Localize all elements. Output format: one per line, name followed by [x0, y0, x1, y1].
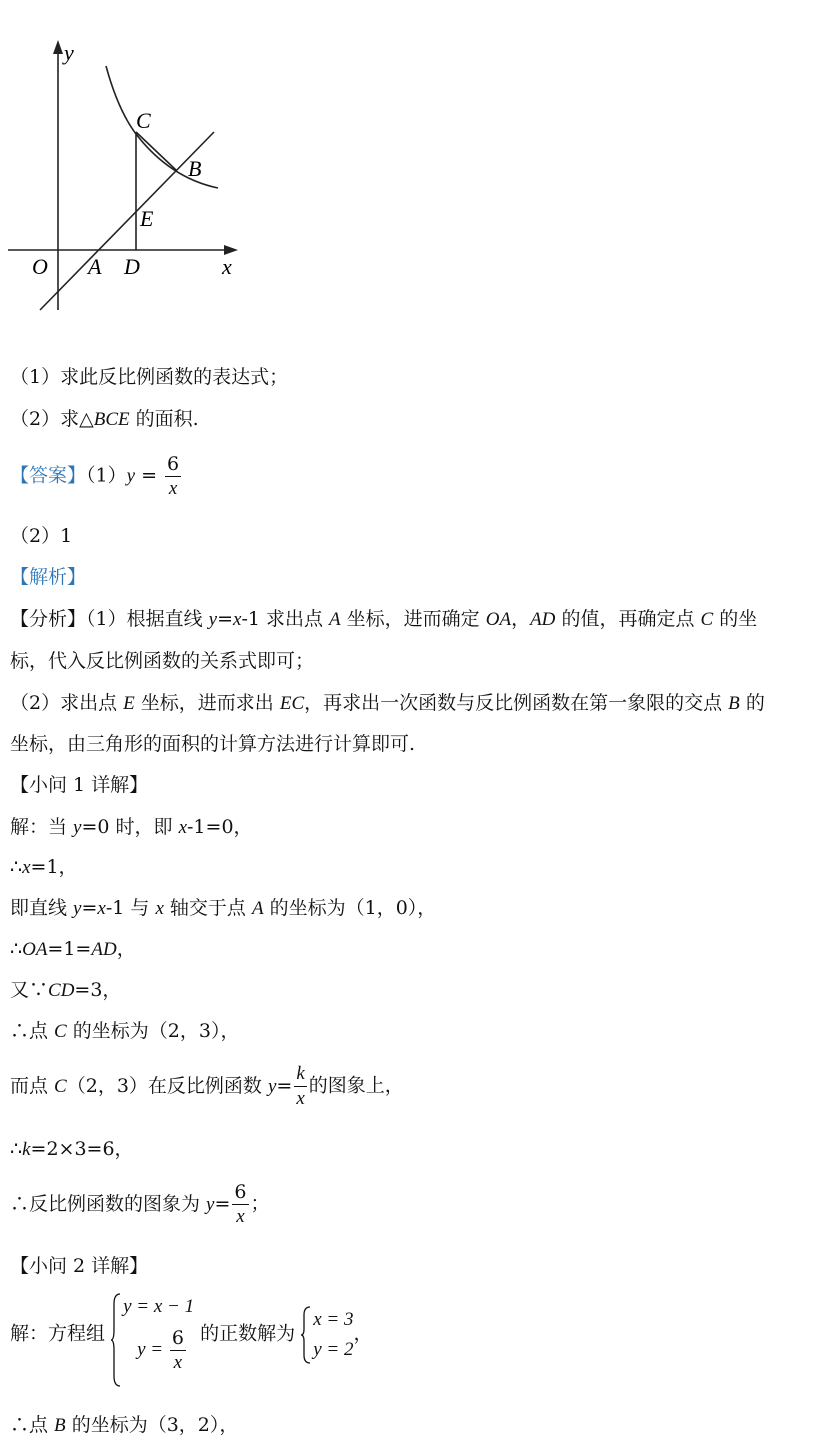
- s2-post: ，: [353, 1322, 373, 1345]
- left-brace-icon: [301, 1305, 311, 1365]
- text-run: 轴交于点: [163, 897, 252, 919]
- s1-line-7-pre: [10, 1075, 292, 1097]
- math-variable: A: [251, 898, 264, 919]
- math-variable: C: [700, 609, 714, 630]
- label-b: B: [188, 156, 202, 181]
- s1-line-1: [10, 814, 253, 841]
- s2-pre: 解：方程组: [10, 1322, 106, 1345]
- answer-1-eq: =: [135, 464, 164, 487]
- text-run: =2×3=6，: [30, 1138, 134, 1160]
- math-variable: y: [267, 1075, 277, 1097]
- fenxi-line-4: 坐标，由三角形的面积的计算方法进行计算即可.: [10, 733, 416, 755]
- s1-line-9: [10, 1180, 270, 1229]
- equation-system: [111, 1292, 194, 1377]
- s1-line-7: [10, 1062, 404, 1111]
- math-variable: OA: [485, 609, 512, 630]
- text-run: ，再求出一次函数与反比例函数在第一象限的交点: [304, 692, 729, 714]
- answer-tag: 【答案】: [10, 464, 87, 487]
- label-e: E: [140, 206, 154, 231]
- math-variable: AD: [530, 609, 556, 630]
- s1-line-8: [10, 1136, 134, 1163]
- label-a: A: [88, 254, 102, 279]
- k-over-x-fraction: [294, 1062, 306, 1111]
- answer-1-fraction: [165, 452, 181, 501]
- text-run: ∴点: [10, 1020, 55, 1042]
- text-run: =: [217, 608, 233, 630]
- answer-1-num: 6: [167, 453, 180, 475]
- text-run: =1，: [30, 856, 78, 878]
- solution-x: x = 3: [313, 1308, 354, 1330]
- text-run: -1=0，: [187, 816, 253, 838]
- text-run: =0 时，即: [81, 816, 179, 838]
- text-run: 的值，再确定点: [555, 608, 701, 630]
- text-run: 坐标，进而求出: [134, 692, 280, 714]
- triangle-symbol: △: [79, 408, 94, 430]
- s1-line-2: [10, 854, 78, 881]
- text-run: =3，: [74, 979, 122, 1001]
- answer-1-y: y: [126, 465, 136, 487]
- s1-line-9-pre: [10, 1193, 230, 1215]
- text-run: 解：当: [10, 816, 74, 838]
- text-run: 坐标，进而确定: [340, 608, 486, 630]
- text-run: =1=: [47, 938, 92, 960]
- y-axis-arrow: [53, 40, 63, 54]
- label-y: y: [64, 40, 74, 65]
- text-run: ，: [511, 608, 531, 630]
- text-run: 而点: [10, 1074, 55, 1097]
- math-variable: E: [123, 693, 135, 714]
- eq2-den: x: [170, 1350, 186, 1375]
- segment-cb: [136, 132, 176, 170]
- s2-last-line: [10, 1412, 238, 1439]
- math-variable: x: [178, 817, 188, 838]
- fenxi-line-1: [10, 606, 757, 633]
- equation-2-lhs: y =: [137, 1339, 168, 1360]
- s2-mid: 的正数解为: [200, 1322, 296, 1345]
- s1-line-7-post: 的图象上，: [308, 1074, 404, 1097]
- math-variable: y: [208, 609, 218, 630]
- answer-line-1: [10, 452, 183, 501]
- text-run: -1 求出点: [241, 608, 330, 630]
- text-run: 的坐标为（3，2），: [65, 1414, 239, 1436]
- text-run: 即直线: [10, 897, 74, 919]
- text-run: 的坐标为（1，0），: [263, 897, 437, 919]
- math-variable: EC: [279, 693, 305, 714]
- answer-1-pre: （1）: [86, 464, 127, 487]
- s2-title: 【小问 2 详解】: [10, 1255, 149, 1277]
- label-o: O: [32, 254, 48, 279]
- text-run: （2）求出点: [10, 692, 124, 714]
- text-run: 又∵: [10, 979, 49, 1001]
- answer-line-2: （2）1: [10, 525, 73, 547]
- math-variable: y: [73, 898, 82, 919]
- math-variable: x: [97, 898, 106, 919]
- math-variable: x: [233, 609, 242, 630]
- math-variable: A: [329, 609, 341, 630]
- answer-1-den: x: [165, 476, 181, 501]
- x-denominator-2: x: [232, 1204, 248, 1229]
- fenxi-line-3: [10, 690, 765, 717]
- s2-system-line: [10, 1292, 372, 1377]
- label-x: x: [222, 254, 232, 279]
- text-run: -1 与: [105, 897, 156, 919]
- text-run: =: [214, 1192, 231, 1215]
- text-run: ∴: [10, 856, 23, 878]
- math-variable: AD: [91, 939, 117, 960]
- text-run: =: [276, 1074, 293, 1097]
- text-run: （2，3）在反比例函数: [66, 1074, 268, 1097]
- s1-line-9-post: ；: [250, 1192, 270, 1215]
- label-d: D: [124, 254, 140, 279]
- x-denominator: x: [296, 1088, 305, 1109]
- math-variable: B: [728, 693, 740, 714]
- solution-system: [301, 1305, 353, 1365]
- text-run: ，: [116, 938, 136, 960]
- function-graph-figure: [0, 30, 250, 320]
- six-over-x-fraction: [232, 1180, 248, 1229]
- math-variable: y: [73, 817, 82, 838]
- math-variable: CD: [48, 980, 75, 1001]
- text-run: 的坐标为（2，3），: [66, 1020, 240, 1042]
- six-numerator: 6: [234, 1181, 247, 1203]
- text-run: ∴反比例函数的图象为: [10, 1192, 207, 1215]
- math-variable: k: [22, 1139, 31, 1160]
- s1-title: 【小问 1 详解】: [10, 774, 149, 796]
- text-run: ∴: [10, 1138, 23, 1160]
- q2-triangle-name: BCE: [93, 409, 130, 430]
- analysis-tag: 【解析】: [10, 566, 87, 588]
- s1-line-4: [10, 936, 136, 963]
- label-c: C: [136, 108, 151, 133]
- math-variable: OA: [22, 939, 48, 960]
- math-variable: C: [54, 1021, 67, 1042]
- text-run: ∴点: [10, 1414, 55, 1436]
- solution-y: y = 2: [313, 1338, 354, 1360]
- text-run: 的坐: [713, 608, 758, 630]
- math-variable: y: [206, 1193, 215, 1215]
- q2-pre: （2）求: [10, 408, 80, 430]
- k-numerator: k: [296, 1063, 305, 1084]
- text-run: 的: [739, 692, 765, 714]
- s1-line-5: [10, 977, 121, 1004]
- s1-line-6: [10, 1018, 239, 1045]
- equation-1: y = x − 1: [123, 1296, 195, 1317]
- eq2-num: 6: [171, 1326, 184, 1349]
- math-variable: B: [54, 1415, 66, 1436]
- equation-2-fraction: [170, 1326, 186, 1375]
- math-variable: x: [22, 857, 31, 878]
- question-2: [10, 406, 199, 433]
- fenxi-line-2: 标，代入反比例函数的关系式即可；: [10, 650, 315, 672]
- text-run: ∴: [10, 938, 23, 960]
- text-run: =: [81, 897, 98, 919]
- left-brace-icon: [111, 1292, 121, 1388]
- s1-line-3: [10, 895, 436, 922]
- math-variable: C: [54, 1075, 67, 1097]
- q2-post: 的面积.: [129, 408, 199, 430]
- math-variable: x: [155, 898, 164, 919]
- text-run: 【分析】（1）根据直线: [10, 608, 209, 630]
- question-1: （1）求此反比例函数的表达式；: [10, 366, 289, 388]
- equation-2: [123, 1322, 194, 1377]
